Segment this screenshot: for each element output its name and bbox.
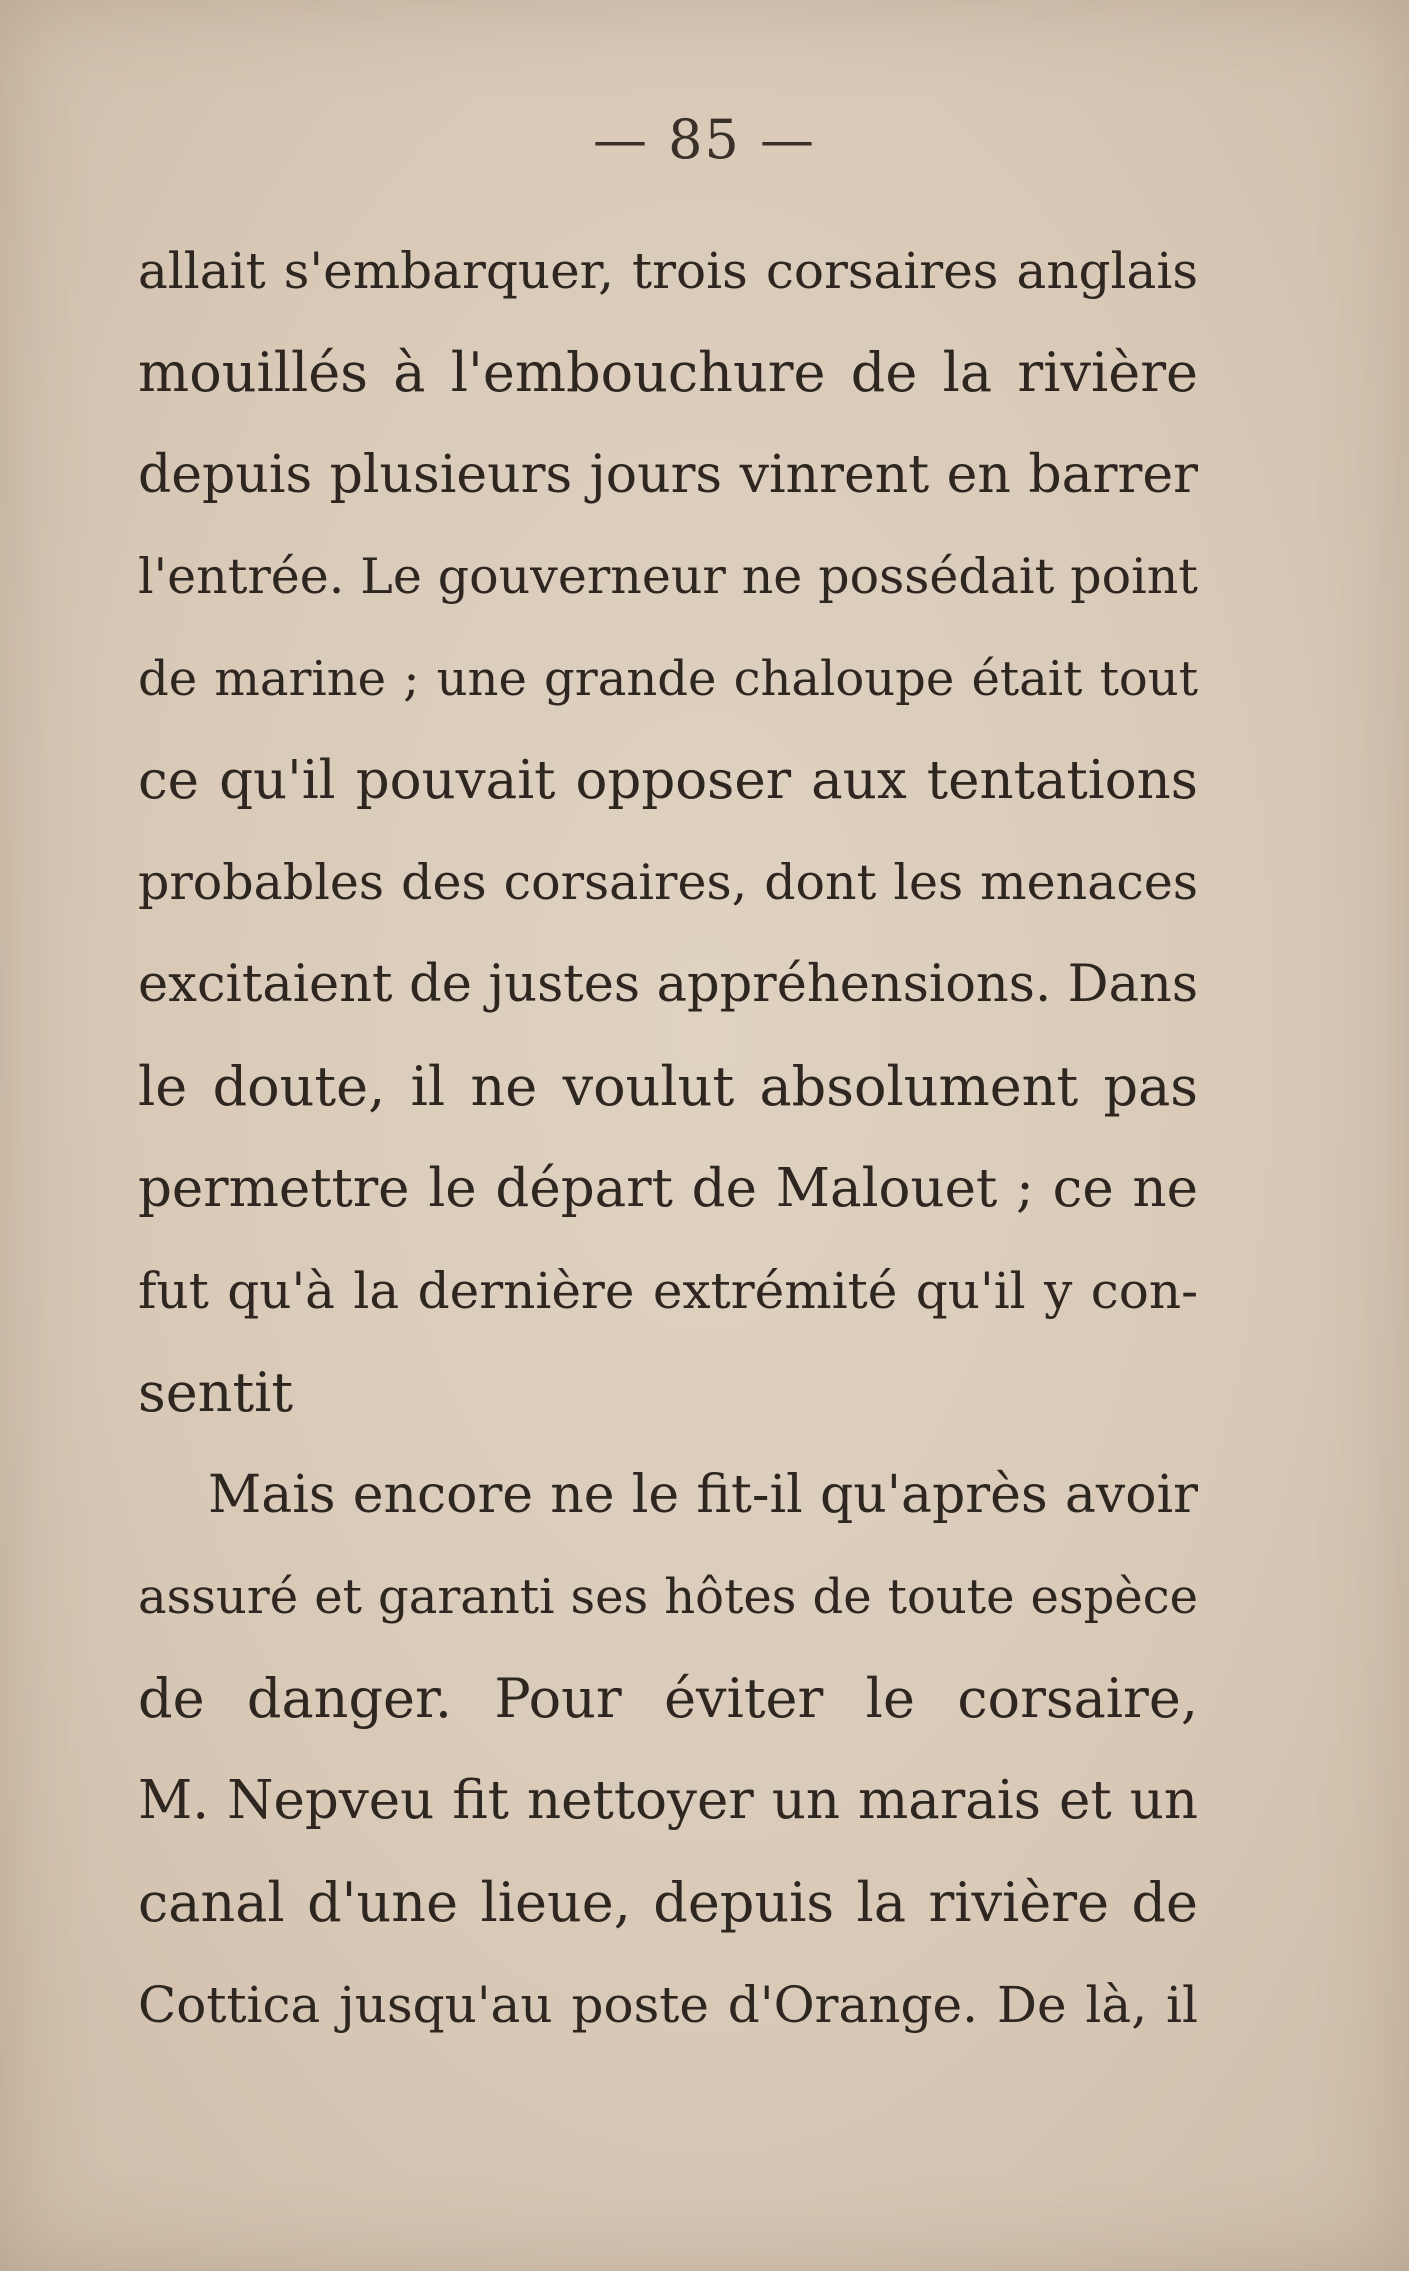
paragraph-2 xyxy=(138,1444,1198,2056)
text-line: M. Nepveu fit nettoyer un marais et un xyxy=(138,1770,1198,1831)
text-line: assuré et garanti ses hôtes de toute espèce xyxy=(138,1569,1198,1625)
text-line: mouillés à l'embouchure de la rivière xyxy=(138,341,1198,404)
text-line: sentit xyxy=(138,1361,294,1424)
text-line: depuis plusieurs jours vinrent en barrer xyxy=(138,445,1198,505)
text-line: allait s'embarquer, trois corsaires anglais xyxy=(138,242,1198,300)
text-line: le doute, il ne voulut absolument pas xyxy=(138,1055,1198,1118)
text-line: probables des corsaires, dont les menaces xyxy=(138,854,1198,911)
text-line: de marine ; une grande chaloupe était tout xyxy=(138,651,1198,707)
text-line: Mais encore ne le fit-il qu'après avoir xyxy=(208,1465,1198,1525)
page-number: — 85 — xyxy=(592,108,817,171)
text-line: ce qu'il pouvait opposer aux tentations xyxy=(138,750,1198,811)
text-line: permettre le départ de Malouet ; ce ne xyxy=(138,1158,1198,1219)
text-line: de danger. Pour éviter le corsaire, xyxy=(138,1667,1198,1730)
text-line: l'entrée. Le gouverneur ne possédait point xyxy=(138,548,1198,605)
text-line: excitaient de justes appréhensions. Dans xyxy=(138,955,1198,1014)
paragraph-1 xyxy=(138,220,1198,1444)
text-line: fut qu'à la dernière extrémité qu'il y con- xyxy=(138,1262,1198,1320)
text-line: Cottica jusqu'au poste d'Orange. De là, il xyxy=(138,1976,1198,2034)
text-line: canal d'une lieue, depuis la rivière de xyxy=(138,1871,1198,1934)
body-text xyxy=(138,220,1198,2056)
